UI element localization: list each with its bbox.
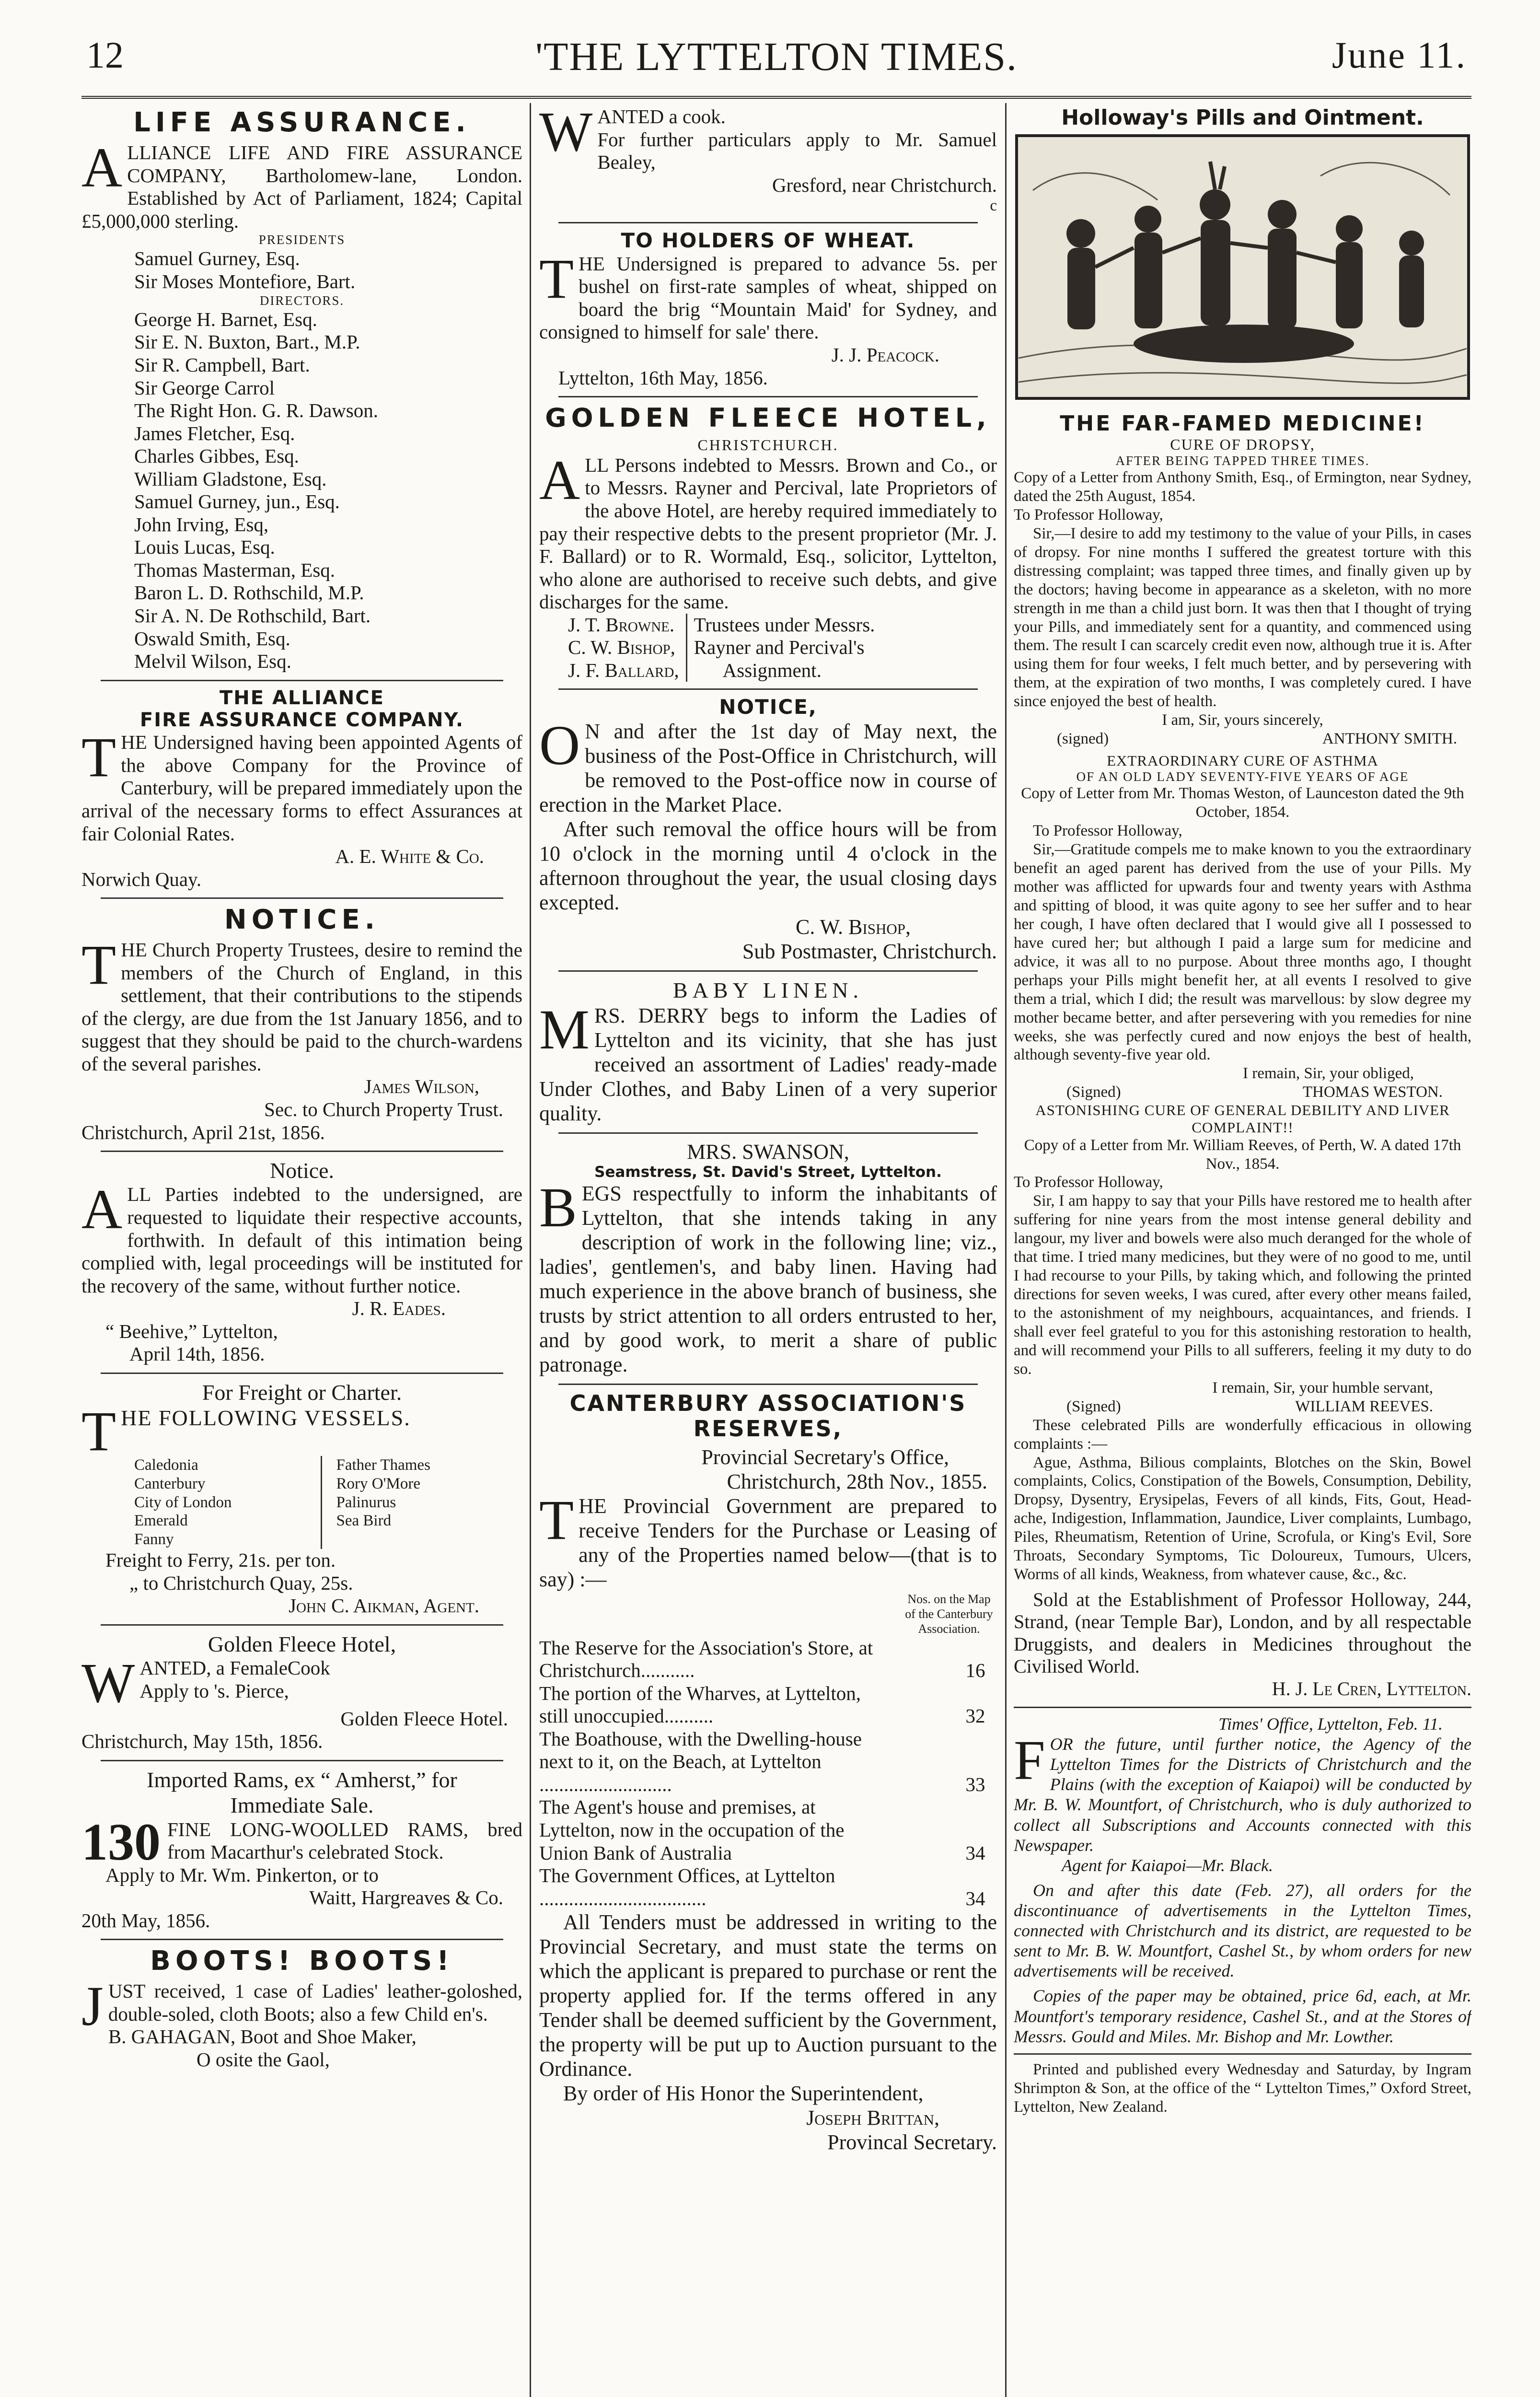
ad-heading: CANTERBURY ASSOCIATION'S RESERVES, [569,1390,967,1442]
vessel-name: Rory O'More [336,1475,421,1492]
ad-heading: Notice. [269,1158,335,1183]
asthma-subheading: OF AN OLD LADY SEVENTY-FIVE YEARS OF AGE [1076,769,1409,784]
sold-signer: H. J. Le Cren, Lyttelton. [1272,1677,1471,1699]
ad-heading: BABY LINEN. [672,978,864,1003]
list-item [539,1637,997,1682]
ad-signer: John C. Aikman, Agent. [289,1594,479,1617]
ad-apply: Apply to Mr. Wm. Pinkerton, or to [105,1863,379,1886]
ad-heading: NOTICE, [719,695,817,719]
header-rule [81,96,1471,99]
ad-boots [81,1946,522,2071]
drop-initial: T [539,1488,574,1551]
list-item: Samuel Gurney, Esq. [134,247,300,270]
drop-initial: T [539,247,574,310]
letter-salutation: To Professor Holloway, [1033,822,1182,840]
ad-swanson [539,1140,997,1377]
vessel-name: Fanny [134,1531,174,1548]
ad-wanted-cook [539,105,997,215]
ad-place: Norwich Quay. [81,868,202,890]
list-item: William Gladstone, Esq. [134,467,327,490]
reserve-number: 34 [965,1841,985,1864]
ad-heading: MRS. SWANSON, [687,1140,849,1164]
ad-date: April 14th, 1856. [129,1343,265,1365]
list-item: Sir E. N. Buxton, Bart., M.P. [134,331,360,353]
separator [101,1939,503,1940]
ad-heading: For Freight or Charter. [202,1380,402,1405]
letter-close: I remain, Sir, your humble servant, [1212,1379,1433,1396]
reserve-desc: The Reserve for the Association's Store, at Christchurch........... [539,1636,873,1682]
ad-place: “ Beehive,” Lyttelton, [105,1320,278,1342]
ad-signer-title: Sub Postmaster, Christchurch. [742,940,997,964]
letter-body: Sir,—Gratitude compels me to make known to you the extraordinary benefit an aged parent has derived from the use of your Pills. My mother was afflicted for upwards four and twenty years with Asthma and spitting of blood, it was quite agony to see her suffer and to hear her cough, I have often declared that I would give all I possessed to have cured her; but although I paid a large sum for medicine and advice, it was all to no purpose. About three months ago, I thought perhaps your Pills might benefit her, at all events I resolved to give them a trial, which I did; the result was marvellous: by slow degree my mother became better, and after persevering with you remedies for nine weeks, she was perfectly cured and now enjoys the best of health, although seventy-five year old. [1014,841,1471,1064]
trustee-name: J. F. Ballard, [568,659,679,681]
ad-line: ANTED a cook. [597,105,726,128]
ad-place: Gresford, near Christchurch. [772,174,997,196]
letter-body: Sir, I am happy to say that your Pills have restored me to health after suffering for nine years from the most intense general debility and langour, my liver and bowels were also much deranged for the whole of that time. I tried many medicines, but they were of no good to me, until I had recourse to your Pills, by taking which, and following the printed directions for seven weeks, I was cured, after every other means failed, to the astonishment of my neighbours, acquaintances, and friends. I shall ever feel grateful to you for this astonishing restoration to health, and will recommend your Pills to all sufferers, feeling it my duty to do so. [1014,1192,1471,1378]
list-item [539,1728,997,1796]
drop-initial: J [81,1975,104,2038]
ad-times-agency [1014,1714,1471,2047]
ad-signer: James Wilson, [364,1075,479,1098]
separator [558,396,978,397]
ad-dateline: Christchurch, May 15th, 1856. [81,1730,323,1753]
trustee-name: C. W. Bishop, [568,636,675,659]
signature-label: (Signed) [1066,1397,1121,1415]
ad-body: HE Provincial Government are prepared to receive Tenders for the Purchase or Leasing of any of the Properties named below—(that is to say) :— [539,1494,997,1591]
freight-rate: Freight to Ferry, 21s. per ton. [105,1549,336,1571]
ad-signer-title: Provincal Secretary. [827,2130,997,2154]
letter-signature [1014,1397,1471,1416]
drop-initial: M [539,998,590,1061]
separator [1014,1707,1471,1708]
column-3 [1014,105,1471,2397]
separator [101,1151,503,1152]
list-item: James Fletcher, Esq. [134,422,295,444]
ad-body: EGS respectfully to inform the inhabitants of Lyttelton, that she intends taking in any description of work in the following line; viz., ladies', gentlemen's, and baby linen. Having had much experience in the above branch of business, she trusts by strict attention to all orders entrusted to her, and by good work, to merit a share of public patronage. [539,1181,997,1377]
vessel-name: Emerald [134,1512,188,1530]
trustee-desc: Rayner and Percival's [694,636,865,659]
separator [558,1384,978,1385]
ad-body: LL Persons indebted to Messrs. Brown and Co., or to Messrs. Rayner and Percival, late Proprietors of the above Hotel, are hereby required immediately to pay their respective debts to the present proprietor (Mr. J. F. Ballard) or to R. Wormald, Esq., solicitor, Lyttelton, who alone are authorised to receive such debts, and give discharges for the same. [539,454,997,613]
ad-signer: C. W. Bishop, [796,915,911,939]
letter-close: I remain, Sir, your obliged, [1242,1065,1414,1082]
ad-body: HE Undersigned having been appointed Agents of the above Company for the Province of Canterbury, will be prepared immediately upon the arrival of the necessary forms to effect Assurances at fair Colonial Rates. [81,731,522,845]
ad-baby-linen [539,977,997,1126]
drop-initial: T [81,726,116,789]
signature-name: WILLIAM REEVES. [1295,1397,1433,1415]
ad-golden-fleece-hotel [539,403,997,682]
ad-signer: Joseph Brittan, [806,2106,939,2130]
ad-date: 20th May, 1856. [81,1909,210,1932]
ad-line: ANTED, a FemaleCook [139,1657,330,1679]
ad-body: All Tenders must be addressed in writing to the Provincial Secretary, and must state the terms on which the applicant is prepared to purchase or rent the property applied for. If the terms offered in any Tender shall be deemed sufficient by the Government, the property will be put up to Auction pursuant to the Ordinance. [539,1910,997,2081]
ad-body: After such removal the office hours will be from 10 o'clock in the morning until 4 o'clock in the afternoon throughout the year, the usual closing days excepted. [539,817,997,915]
ad-dateline: Christchurch, April 21st, 1856. [81,1121,325,1143]
far-famed-heading: THE FAR-FAMED MEDICINE! [1060,411,1425,436]
page-number: 12 [86,34,124,76]
nos-label: Nos. on the Map of the Canterbury Association. [905,1592,993,1636]
ad-signer: J. R. Eades. [352,1297,446,1320]
list-item: Baron L. D. Rothschild, M.P. [134,582,364,604]
list-item: Charles Gibbes, Esq. [134,445,299,467]
letter-intro: Copy of a Letter from Anthony Smith, Esq., of Ermington, near Sydney, dated the 25th August, 1854. [1014,469,1471,505]
issue-date: June 11. [1332,34,1467,76]
ad-heading: TO HOLDERS OF WHEAT. [621,229,915,253]
letter-intro: Copy of Letter from Mr. Thomas Weston, of Launceston dated the 9th October, 1854. [1021,785,1464,821]
reserve-desc: The Boathouse, with the Dwelling-house next to it, on the Beach, at Lyttelton ........................... [539,1727,862,1795]
ad-mark: c [990,197,997,215]
separator [558,1132,978,1134]
vessel-name: Canterbury [134,1475,206,1492]
ad-life-assurance [81,107,522,673]
ad-number: 130 [81,1812,161,1871]
ad-heading: Golden Fleece Hotel, [208,1631,396,1656]
ad-body: LLIANCE LIFE AND FIRE ASSURANCE COMPANY, Bartholomew-lane, London. Established by Act of Parliament, 1824; Capital £5,000,000 sterling. [81,141,522,232]
ad-golden-fleece-cook [81,1631,522,1753]
complaints-list: Ague, Asthma, Bilious complaints, Blotches on the Skin, Bowel complaints, Colics, Constipation of the Bowels, Consumption, Debility, Dropsy, Dysentry, Erysipelas, Fevers of all kinds, Fits, Gout, Head-ache, Indigestion, Inflammation, Jaundice, Liver complaints, Lumbago, Piles, Rheumatism, Retention of Urine, Scrofula, or King's Evil, Sore Throats, Secondary Symptoms, Tic Doloureux, Tumours, Ulcers, Worms of all kinds, Weakness, from whatever cause, &c., &c. [1014,1454,1471,1583]
ad-freight [81,1380,522,1617]
list-item: George H. Barnet, Esq. [134,308,317,330]
trustee-desc: Trustees under Messrs. [694,613,875,636]
ad-heading: GOLDEN FLEECE HOTEL, [545,403,991,433]
ad-heading: NOTICE. [224,904,380,936]
letter-close: I am, Sir, yours sincerely, [1162,711,1323,729]
reserve-number: 34 [965,1887,985,1909]
trustees-block [539,614,997,682]
ad-body: HE Church Property Trustees, desire to remind the members of the Church of England, in this settlement, that their contributions to the stipends of the clergy, are due from the 1st January 1856, and to suggest that they should be paid to the church-wardens of the several parishes. [81,939,522,1075]
separator [558,222,978,223]
ad-body: OR the future, until further notice, the Agency of the Lyttelton Times for the Districts of Christchurch and the Plains (with the exception of Kaiapoi) will be conducted by Mr. B. W. Mountfort, of Christchurch, who is duly authorized to collect all Subscriptions and Accounts connected with this Newspaper. [1014,1734,1471,1855]
reserve-desc: The Agent's house and premises, at Lyttelton, now in the occupation of the Union Bank of Australia [539,1796,845,1864]
ad-body: UST received, 1 case of Ladies' leather-goloshed, double-soled, cloth Boots; also a few Child en's. [108,1980,522,2025]
signature-name: ANTHONY SMITH. [1322,730,1457,748]
ad-body: FINE LONG-WOOLLED RAMS, bred from Macarthur's celebrated Stock. [167,1818,522,1863]
letter-intro: Copy of a Letter from Mr. William Reeves, of Perth, W. A dated 17th Nov., 1854. [1024,1136,1461,1173]
ad-signer: J. J. Peacock. [831,344,939,366]
ad-body: HE Undersigned is prepared to advance 5s. per bushel on first-rate samples of wheat, shipped on board the brig “Mountain Maid' for Sydney, and consigned to himself for sale' there. [539,252,997,343]
reserve-number: 33 [965,1773,985,1795]
ad-body: Copies of the paper may be obtained, price 6d, each, at Mr. Mountfort's temporary residence, Cashel St., and at the Stores of Messrs. Gould and Miles. Mr. Bishop and Mr. Lowther. [1014,1986,1471,2046]
separator [101,1624,503,1626]
engraving-illustration [1014,133,1471,401]
list-item: Sir George Carrol [134,376,275,399]
vessel-name: City of London [134,1493,232,1511]
vessel-list [81,1456,522,1549]
asthma-heading: EXTRAORDINARY CURE OF ASTHMA [1107,752,1378,769]
directors-label: DIRECTORS. [259,293,345,308]
ad-dateline: Lyttelton, 16th May, 1856. [558,366,768,389]
letter-salutation: To Professor Holloway, [1014,1174,1163,1191]
column-divider [1005,103,1007,2397]
separator [101,1760,503,1761]
column-2 [539,105,997,2397]
separator [558,688,978,690]
list-item: Sir A. N. De Rothschild, Bart. [134,604,371,627]
ad-signer: A. E. White & Co. [335,845,484,868]
ad-signer: B. GAHAGAN, Boot and Shoe Maker, [108,2025,417,2048]
list-item: Louis Lucas, Esq. [134,536,275,559]
vessel-name: Caledonia [134,1456,198,1474]
drop-initial: B [539,1175,577,1239]
ad-line: Golden Fleece Hotel. [340,1707,508,1730]
ad-agent: Agent for Kaiapoi—Mr. Black. [1062,1855,1273,1875]
reserve-desc: The portion of the Wharves, at Lyttelton, still unoccupied.......... [539,1682,861,1727]
drop-initial: A [81,136,123,199]
reserve-desc: The Government Offices, at Lyttelton .................................. [539,1864,835,1909]
trustee-desc: Assignment. [722,659,822,681]
vessel-name: Father Thames [336,1456,430,1474]
drop-initial: F [1014,1729,1045,1792]
ad-holloway [1014,105,1471,1700]
drop-initial: O [539,714,580,777]
drop-initial: W [539,105,593,163]
letter-salutation: To Professor Holloway, [1014,506,1163,524]
imprint: Printed and published every Wednesday and Saturday, by Ingram Shrimpton & Son, at the office of the “ Lyttelton Times,” Oxford Street, Lyttelton, New Zealand. [1014,2060,1471,2116]
separator [101,1373,503,1374]
ad-body: On and after this date (Feb. 27), all orders for the discontinuance of advertisements in the Lyttelton Times, connected with Christchurch and its district, are requested to be sent to Mr. B. W. Mountfort, Cashel St., by whom orders for new advertisements will be received. [1014,1880,1471,1981]
ad-dateline: Times' Office, Lyttelton, Feb. 11. [1218,1714,1443,1734]
list-item: Sir R. Campbell, Bart. [134,353,310,376]
letter-signature [1014,730,1471,748]
signature-label: (signed) [1057,730,1109,748]
drop-initial: A [81,1178,123,1241]
freight-rate: „ to Christchurch Quay, 25s. [129,1571,353,1594]
ad-fire-assurance [81,687,522,891]
ad-place: O osite the Gaol, [197,2048,330,2071]
list-item: The Right Hon. G. R. Dawson. [134,399,379,422]
ad-heading: Imported Rams, ex “ Amherst,” for [147,1767,457,1792]
ad-wheat [539,229,997,389]
ad-heading: BOOTS! BOOTS! [150,1945,454,1977]
office-line: Provincial Secretary's Office, [701,1445,949,1469]
presidents-list [81,247,522,293]
signature-label: (Signed) [1066,1083,1121,1101]
trustee-name: J. T. Browne. [568,613,675,636]
list-item [539,1796,997,1864]
ad-church-notice [81,905,522,1144]
ad-line: HE FOLLOWING VESSELS. [121,1406,411,1431]
drop-initial: A [539,448,580,512]
ad-heading: Holloway's Pills and Ointment. [1061,105,1424,130]
list-item: Thomas Masterman, Esq. [134,559,336,581]
ad-signer-title: Sec. to Church Property Trust. [264,1098,503,1120]
column-divider [530,103,531,2397]
sold-text: Sold at the Establishment of Professor Holloway, 244, Strand, (near Temple Bar), London, and by all respectable Druggists, and dealers in Medicines throughout the Civilised World. [1014,1589,1471,1677]
list-item: Melvil Wilson, Esq. [134,650,291,673]
presidents-label: PRESIDENTS [258,233,346,247]
reserve-number: 16 [965,1659,985,1682]
drop-initial: T [81,1400,116,1463]
list-item [539,1864,997,1910]
signature-name: THOMAS WESTON. [1302,1083,1443,1101]
ad-body: By order of His Honor the Superintendent, [563,2082,924,2106]
drop-initial: T [81,933,116,997]
page-header [86,34,1467,91]
ad-body: For further particulars apply to Mr. Samuel Bealey, [597,128,997,174]
ad-post-office [539,696,997,964]
office-line: Christchurch, 28th Nov., 1855. [727,1469,987,1493]
list-item: Sir Moses Montefiore, Bart. [134,270,356,292]
ad-subheading: CHRISTCHURCH. [697,436,839,454]
ad-body: N and after the 1st day of May next, the business of the Post-Office in Christchurch, will be removed to the Post-office now in course of erection in the Market Place. [539,720,997,817]
newspaper-title: 'THE LYTTELTON TIMES. [535,35,1018,79]
efficacy-text: These celebrated Pills are wonderfully efficacious in ollowing complaints :— [1014,1416,1471,1453]
ad-debt-notice [81,1158,522,1366]
separator [101,680,503,681]
reserve-number: 32 [965,1705,985,1727]
directors-list [81,308,522,673]
letter-signature [1014,1083,1471,1102]
ad-subheading: FIRE ASSURANCE COMPANY. [139,709,464,731]
separator [558,970,978,972]
ad-body: RS. DERRY begs to inform the Ladies of Lyttelton and its vicinity, that she has just received an assortment of Ladies' ready-made Under Clothes, and Baby Linen of a very superior quality. [539,1003,997,1125]
drop-initial: W [81,1652,135,1715]
list-item: John Irving, Esq, [134,513,269,535]
ad-apply: Waitt, Hargreaves & Co. [309,1886,503,1909]
list-item [539,1682,997,1728]
tapped-heading: AFTER BEING TAPPED THREE TIMES. [1115,453,1370,468]
reserves-list [539,1637,997,1910]
vessel-name: Palinurus [336,1493,396,1511]
vessel-name: Sea Bird [336,1512,392,1530]
separator [101,897,503,899]
separator [1014,2053,1471,2055]
column-1 [81,105,522,2397]
debility-heading: ASTONISHING CURE OF GENERAL DEBILITY AND LIVER COMPLAINT!! [1035,1102,1450,1136]
ad-body: LL Parties indebted to the undersigned, are requested to liquidate their respective accounts, forthwith. In default of this intimation being complied with, legal proceedings will be instituted for the recovery of the same, without further notice. [81,1183,522,1297]
ad-association-reserves [539,1391,997,2154]
list-item: Samuel Gurney, jun., Esq. [134,490,340,513]
ad-line: Apply to 's. Pierce, [139,1679,289,1702]
list-item: Oswald Smith, Esq. [134,627,290,650]
letter-body: Sir,—I desire to add my testimony to the value of your Pills, in cases of dropsy. For nine months I suffered the greatest torture with this distressing complaint; was tapped three times, and finally given up by the doctors; having become in appearance as a skeleton, with no more strength in me than a child just born. It was then that I thought of trying your Pills, and immediately sent for a quantity, and commenced using them. The result I can scarcely credit even now, although true it is. After using them for four weeks, I felt much better, and by persevering with them, at the expiration of two months, I was completely cured. I have since enjoyed the best of health. [1014,524,1471,710]
ad-heading: THE ALLIANCE [220,687,384,709]
ad-subheading: Seamstress, St. David's Street, Lyttelton. [594,1163,942,1181]
ad-subheading: Immediate Sale. [230,1793,374,1818]
ad-heading: LIFE ASSURANCE. [133,107,471,138]
dropsy-heading: CURE OF DROPSY, [1170,435,1315,453]
ad-rams [81,1767,522,1932]
